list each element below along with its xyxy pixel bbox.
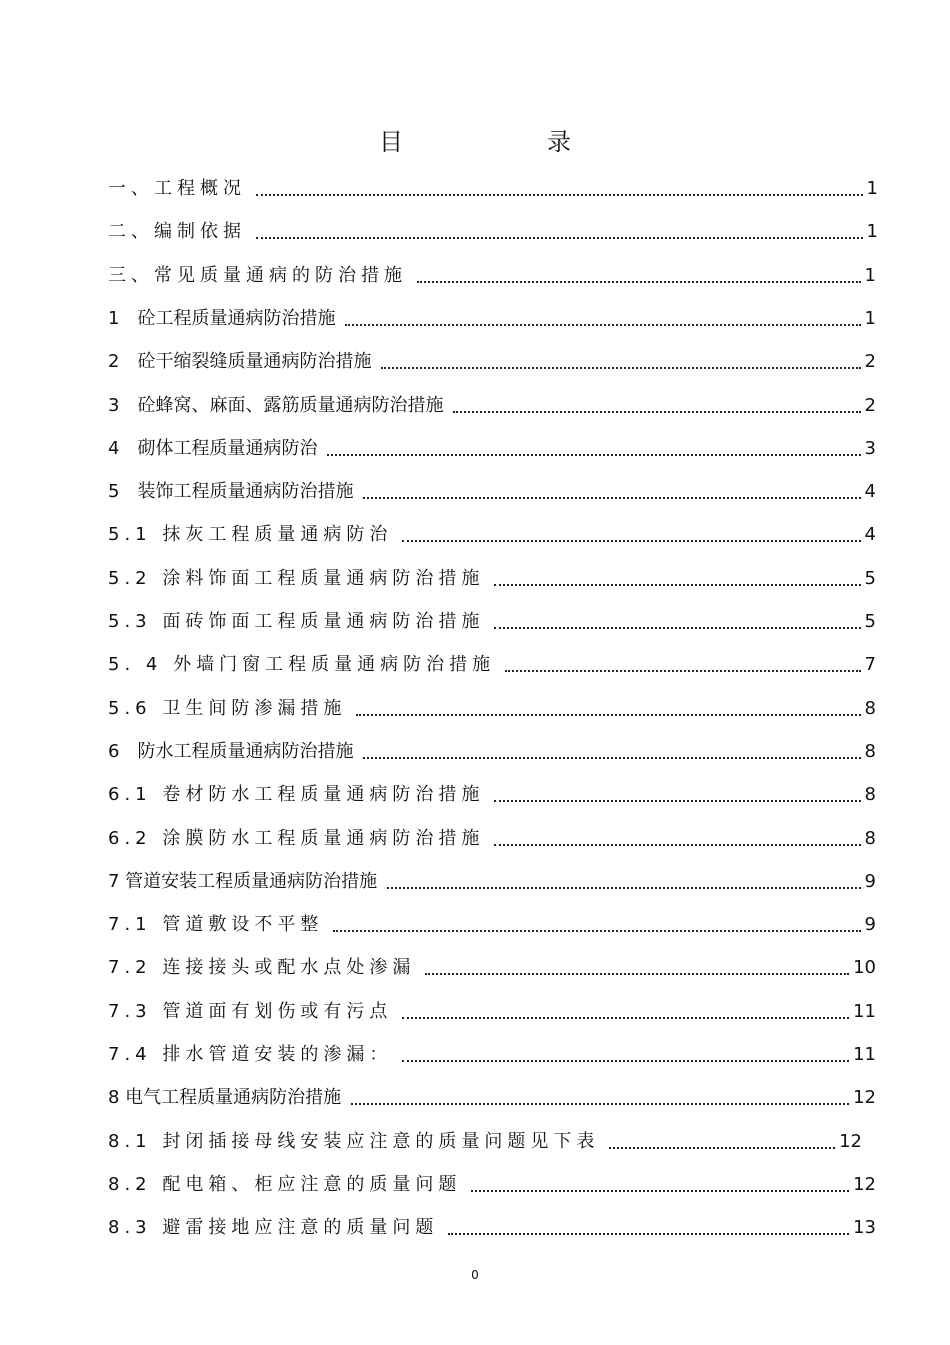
toc-dot-leader <box>417 280 861 283</box>
toc-entry-page: 7 <box>864 654 876 676</box>
toc-dot-leader <box>256 193 863 196</box>
toc-entry-page: 1 <box>866 178 878 199</box>
toc-entry-page: 2 <box>864 351 876 373</box>
toc-entry-label: 6.1 卷材防水工程质量通病防治措施 <box>108 784 485 806</box>
toc-entry[interactable] <box>108 908 876 938</box>
toc-entry-page: 5 <box>864 611 876 632</box>
toc-entry-label: 8.2 配电箱、柜应注意的质量问题 <box>108 1173 462 1195</box>
toc-entry-page: 4 <box>864 481 876 503</box>
toc-entry-page: 10 <box>853 957 876 979</box>
toc-entry[interactable] <box>108 865 876 895</box>
toc-entry-page: 1 <box>864 307 876 329</box>
toc-entry-label: 二、编制依据 <box>108 221 246 243</box>
toc-entry-page: 4 <box>864 524 876 546</box>
toc-entry-page: 13 <box>853 1217 876 1239</box>
toc-dot-leader <box>402 1059 849 1062</box>
toc-entry-label: 2 砼干缩裂缝质量通病防治措施 <box>108 351 372 373</box>
toc-entry-label: 3 砼蜂窝、麻面、露筋质量通病防治措施 <box>108 394 444 416</box>
toc-entry-label: 7.1 管道敷设不平整 <box>108 914 324 936</box>
toc-entry[interactable] <box>108 432 876 462</box>
toc-entry-page: 12 <box>839 1130 862 1152</box>
toc-entry[interactable] <box>108 389 876 419</box>
toc-entry[interactable] <box>108 605 876 635</box>
toc-dot-leader <box>327 453 860 456</box>
toc-entry-label: 5.2 涂料饰面工程质量通病防治措施 <box>108 567 485 589</box>
toc-entry[interactable] <box>108 1211 876 1241</box>
toc-dot-leader <box>256 236 863 239</box>
toc-dot-leader <box>402 1016 849 1019</box>
toc-entry-label: 7.4 排水管道安装的渗漏： <box>108 1044 393 1065</box>
toc-entry-page: 3 <box>864 437 876 459</box>
toc-dot-leader <box>609 1146 835 1149</box>
toc-entry[interactable] <box>108 1125 862 1155</box>
toc-dot-leader <box>381 366 860 369</box>
toc-entry-page: 8 <box>864 697 876 719</box>
toc-dot-leader <box>345 323 860 326</box>
toc-entry-label: 7 管道安装工程质量通病防治措施 <box>108 870 378 892</box>
toc-dot-leader <box>494 583 860 586</box>
toc-dot-leader <box>356 713 860 716</box>
page-number: 0 <box>471 1268 479 1282</box>
toc-entry[interactable] <box>108 1081 876 1111</box>
toc-entry[interactable] <box>108 302 876 332</box>
toc-entry[interactable] <box>108 345 876 375</box>
toc-entry-page: 9 <box>864 914 876 936</box>
toc-entry-page: 5 <box>864 567 876 589</box>
toc-entry-label: 5.1 抹灰工程质量通病防治 <box>108 524 393 546</box>
toc-dot-leader <box>494 626 860 629</box>
toc-dot-leader <box>387 886 860 889</box>
toc-title: 目 录 <box>379 128 631 156</box>
toc-entry-label: 5 装饰工程质量通病防治措施 <box>108 481 354 503</box>
toc-entry-page: 1 <box>866 221 878 243</box>
toc-entry-page: 2 <box>864 394 876 416</box>
toc-entry[interactable] <box>108 172 878 202</box>
toc-entry-page: 8 <box>864 784 876 806</box>
toc-entry-page: 12 <box>853 1087 876 1109</box>
toc-entry[interactable] <box>108 778 876 808</box>
toc-entry[interactable] <box>108 1168 876 1198</box>
toc-entry-label: 7.2 连接接头或配水点处渗漏 <box>108 957 416 979</box>
toc-dot-leader <box>333 929 860 932</box>
toc-entry-label: 7.3 管道面有划伤或有污点 <box>108 1000 393 1022</box>
toc-entry-page: 9 <box>864 870 876 892</box>
toc-entry-label: 8 电气工程质量通病防治措施 <box>108 1087 342 1109</box>
toc-entry-page: 11 <box>853 1000 876 1022</box>
toc-entry-label: 5. 4 外墙门窗工程质量通病防治措施 <box>108 654 496 676</box>
toc-dot-leader <box>363 756 860 759</box>
toc-entry-page: 8 <box>864 740 876 762</box>
toc-entry[interactable] <box>108 648 876 678</box>
toc-dot-leader <box>494 843 860 846</box>
toc-dot-leader <box>363 496 860 499</box>
toc-entry[interactable] <box>108 1038 876 1068</box>
toc-dot-leader <box>453 410 860 413</box>
toc-entry-label: 8.3 避雷接地应注意的质量问题 <box>108 1217 439 1239</box>
toc-entry[interactable] <box>108 215 878 245</box>
toc-entry[interactable] <box>108 562 876 592</box>
toc-dot-leader <box>448 1232 849 1235</box>
toc-entry-label: 6 防水工程质量通病防治措施 <box>108 740 354 762</box>
toc-entry-label: 5.6 卫生间防渗漏措施 <box>108 697 347 719</box>
toc-dot-leader <box>494 799 860 802</box>
toc-entry[interactable] <box>108 692 876 722</box>
toc-dot-leader <box>471 1189 849 1192</box>
toc-entry-page: 12 <box>853 1173 876 1195</box>
toc-entry-label: 6.2 涂膜防水工程质量通病防治措施 <box>108 827 485 849</box>
toc-entry-label: 5.3 面砖饰面工程质量通病防治措施 <box>108 611 485 632</box>
toc-entry-label: 1 砼工程质量通病防治措施 <box>108 307 336 329</box>
toc-entry[interactable] <box>108 822 876 852</box>
toc-entry-page: 8 <box>864 827 876 849</box>
toc-dot-leader <box>402 539 860 542</box>
toc-entry[interactable] <box>108 995 876 1025</box>
toc-entry[interactable] <box>108 518 876 548</box>
toc-entry-label: 三、常见质量通病的防治措施 <box>108 264 407 286</box>
toc-entry-label: 一、工程概况 <box>108 178 246 199</box>
toc-dot-leader <box>505 669 860 672</box>
toc-entry[interactable] <box>108 951 876 981</box>
toc-entry[interactable] <box>108 475 876 505</box>
toc-dot-leader <box>425 972 849 975</box>
toc-entry[interactable] <box>108 259 876 289</box>
toc-dot-leader <box>351 1102 849 1105</box>
toc-entry-label: 8.1 封闭插接母线安装应注意的质量问题见下表 <box>108 1130 600 1152</box>
toc-entry[interactable] <box>108 735 876 765</box>
toc-entry-page: 1 <box>864 264 876 286</box>
toc-entry-page: 11 <box>853 1044 876 1065</box>
toc-entry-label: 4 砌体工程质量通病防治 <box>108 437 318 459</box>
